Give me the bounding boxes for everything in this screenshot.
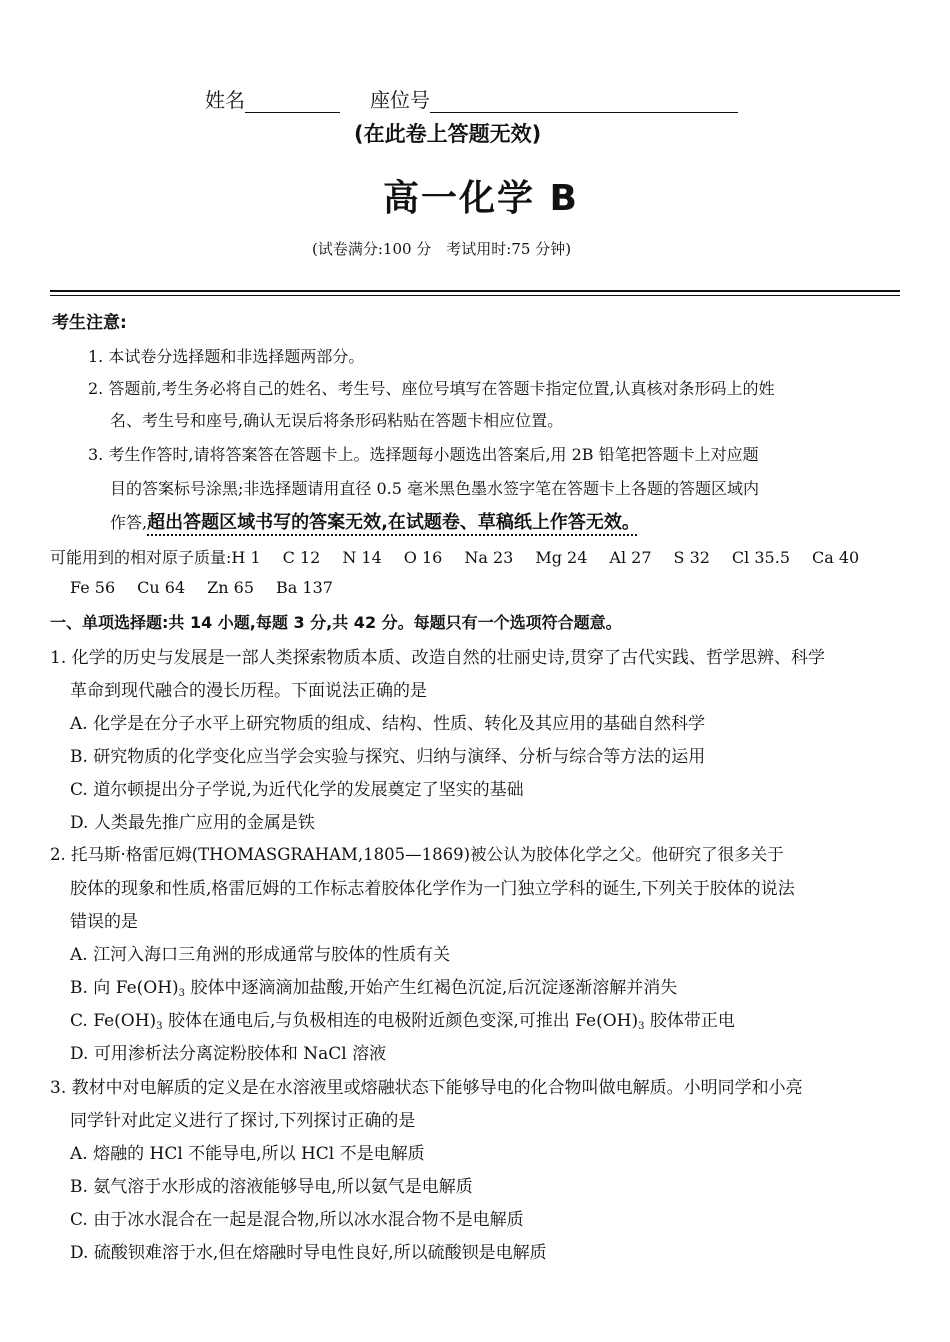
q2-option-d: D. 可用渗析法分离淀粉胶体和 NaCl 溶液 <box>70 1044 387 1064</box>
q2-option-c-sub: 3 <box>156 1021 163 1032</box>
notice-title: 考生注意: <box>52 313 127 333</box>
q1-option-b: B. 研究物质的化学变化应当学会实验与探究、归纳与演绎、分析与综合等方法的运用 <box>70 747 706 767</box>
notice-item-2: 2. 答题前,考生务必将自己的姓名、考生号、座位号填写在答题卡指定位置,认真核对条形码上的姓 <box>88 379 775 398</box>
atom-c: C 12 <box>282 548 321 567</box>
atom-o: O 16 <box>403 548 443 567</box>
q2-stem-line3: 错误的是 <box>70 912 138 932</box>
atom-ca: Ca 40 <box>812 548 860 567</box>
atom-na: Na 23 <box>464 548 514 567</box>
q3-stem-line1: 3. 教材中对电解质的定义是在水溶液里或熔融状态下能够导电的化合物叫做电解质。小明同学和小亮 <box>50 1078 803 1098</box>
notice-item-2-cont: 名、考生号和座号,确认无误后将条形码粘贴在答题卡相应位置。 <box>110 411 564 430</box>
seat-blank <box>430 94 738 113</box>
notice-emphasis: 超出答题区域书写的答案无效,在试题卷、草稿纸上作答无效。 <box>147 512 640 533</box>
q2-stem-line2: 胶体的现象和性质,格雷厄姆的工作标志着胶体化学作为一门独立学科的诞生,下列关于胶体的说法 <box>70 879 795 899</box>
seat-field <box>370 84 738 113</box>
notice-item-3-tail: 作答, <box>110 513 148 532</box>
notice-item-1: 1. 本试卷分选择题和非选择题两部分。 <box>88 347 365 366</box>
atom-mg: Mg 24 <box>535 548 588 567</box>
notice-item-3: 3. 考生作答时,请将答案答在答题卡上。选择题每小题选出答案后,用 2B 铅笔把答题卡上对应题 <box>88 445 759 464</box>
q2-option-b-post: 胶体中逐滴滴加盐酸,开始产生红褐色沉淀,后沉淀逐渐溶解并消失 <box>185 978 678 998</box>
section-heading: 一、单项选择题:共 14 小题,每题 3 分,共 42 分。每题只有一个选项符合题意。 <box>50 613 622 632</box>
q3-option-a: A. 熔融的 HCl 不能导电,所以 HCl 不是电解质 <box>70 1144 425 1164</box>
q2-option-c-post: 胶体带正电 <box>644 1011 735 1031</box>
atomic-masses-row2 <box>70 578 333 597</box>
q2-option-b-sub: 3 <box>178 988 186 999</box>
q1-option-c: C. 道尔顿提出分子学说,为近代化学的发展奠定了坚实的基础 <box>70 780 524 800</box>
name-label: 姓名 <box>205 88 245 112</box>
q2-option-c-sub2: 3 <box>638 1021 645 1032</box>
atom-cl: Cl 35.5 <box>731 548 790 567</box>
atomic-masses-label: 可能用到的相对原子质量: <box>50 548 232 567</box>
q3-option-b: B. 氨气溶于水形成的溶液能够导电,所以氨气是电解质 <box>70 1177 473 1197</box>
atom-h: H 1 <box>231 548 261 567</box>
atom-fe: Fe 56 <box>70 578 116 597</box>
notice-item-3-end <box>110 508 640 534</box>
q2-option-b <box>70 973 677 999</box>
q1-stem-line1: 1. 化学的历史与发展是一部人类探索物质本质、改造自然的壮丽史诗,贯穿了古代实践、哲学思辨、科学 <box>50 648 826 668</box>
q2-option-a: A. 江河入海口三角洲的形成通常与胶体的性质有关 <box>70 945 451 965</box>
atom-al: Al 27 <box>609 548 652 567</box>
name-blank <box>245 94 340 113</box>
q2-option-c-mid: 胶体在通电后,与负极相连的电极附近颜色变深,可推出 Fe(OH) <box>162 1011 639 1031</box>
name-field <box>205 84 340 113</box>
q1-option-a: A. 化学是在分子水平上研究物质的组成、结构、性质、转化及其应用的基础自然科学 <box>70 714 706 734</box>
notice-item-3-cont: 目的答案标号涂黑;非选择题请用直径 0.5 毫米黑色墨水签字笔在答题卡上各题的答题区域内 <box>110 479 760 498</box>
header-divider-thin <box>50 295 900 296</box>
page-title: 高一化学 B <box>383 178 579 219</box>
q3-option-d: D. 硫酸钡难溶于水,但在熔融时导电性良好,所以硫酸钡是电解质 <box>70 1243 547 1263</box>
atom-zn: Zn 65 <box>207 578 255 597</box>
q1-option-d: D. 人类最先推广应用的金属是铁 <box>70 813 315 833</box>
invalid-note: (在此卷上答题无效) <box>354 122 542 146</box>
atom-n: N 14 <box>342 548 382 567</box>
exam-info: (试卷满分:100 分 考试用时:75 分钟) <box>312 240 572 258</box>
q2-option-b-pre: B. 向 Fe(OH) <box>70 978 179 998</box>
atom-ba: Ba 137 <box>276 578 333 597</box>
seat-label: 座位号 <box>370 88 430 112</box>
header-divider <box>50 290 900 292</box>
atom-cu: Cu 64 <box>137 578 186 597</box>
q3-stem-line2: 同学针对此定义进行了探讨,下列探讨正确的是 <box>70 1111 416 1131</box>
atomic-masses-row1 <box>50 545 859 568</box>
atom-s: S 32 <box>673 548 710 567</box>
q1-stem-line2: 革命到现代融合的漫长历程。下面说法正确的是 <box>70 681 427 701</box>
q3-option-c: C. 由于冰水混合在一起是混合物,所以冰水混合物不是电解质 <box>70 1210 524 1230</box>
q2-option-c <box>70 1006 735 1032</box>
q2-stem-line1: 2. 托马斯·格雷厄姆(THOMASGRAHAM,1805—1869)被公认为胶体化学之父。他研究了很多关于 <box>50 845 784 864</box>
q2-option-c-pre: C. Fe(OH) <box>70 1011 157 1031</box>
